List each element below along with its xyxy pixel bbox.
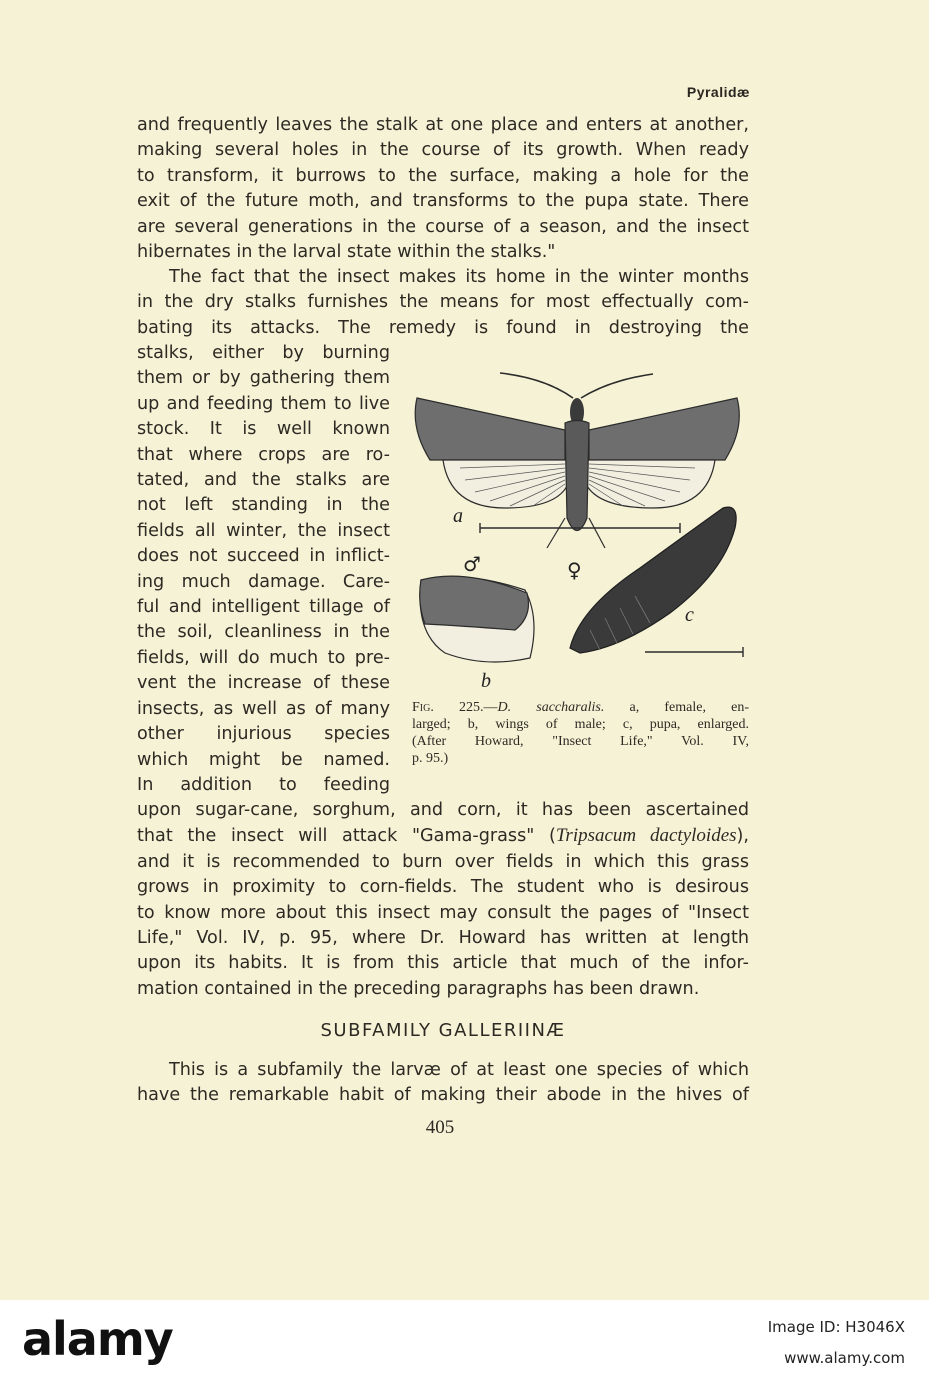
caption-line: (After Howard, "Insect Life," Vol. IV, bbox=[412, 734, 749, 749]
figure-label-c: c bbox=[685, 604, 694, 626]
text-line: In addition to feeding bbox=[137, 774, 390, 795]
text-line: mation contained in the preceding paragraphs has been drawn. bbox=[137, 978, 700, 999]
text-line: stock. It is well known bbox=[137, 419, 390, 440]
text-line: not left standing in the bbox=[137, 495, 390, 516]
text-line: the soil, cleanliness in the bbox=[137, 622, 390, 643]
figure-caption bbox=[412, 699, 749, 767]
watermark-url: www.alamy.com bbox=[784, 1349, 905, 1367]
figure-label-b: b bbox=[481, 670, 491, 692]
paragraph-2 bbox=[137, 265, 749, 341]
antenna-right bbox=[581, 374, 653, 398]
text-line: that where crops are ro- bbox=[137, 444, 390, 465]
text-line: insects, as well as of many bbox=[137, 698, 390, 719]
text-line: are several generations in the course of a season, and the insect bbox=[137, 216, 749, 237]
text-line: hibernates in the larval state within the stalks." bbox=[137, 242, 556, 263]
paragraph-1 bbox=[137, 113, 749, 265]
text-line: stalks, either by burning bbox=[137, 343, 390, 363]
antenna-left bbox=[500, 373, 573, 398]
caption-line: larged; b, wings of male; c, pupa, enlarged. bbox=[412, 717, 749, 732]
paragraph-2-continued bbox=[137, 798, 749, 1002]
section-heading: SUBFAMILY GALLERIINÆ bbox=[320, 1020, 566, 1041]
text-line: exit of the future moth, and transforms to the pupa state. There bbox=[137, 191, 749, 212]
paragraph-2-narrow-column bbox=[137, 341, 390, 798]
paragraph-3 bbox=[137, 1058, 749, 1109]
caption-species: D. saccharalis. bbox=[497, 700, 605, 715]
text-line: Life," Vol. IV, p. 95, where Dr. Howard has written at length bbox=[137, 928, 749, 949]
running-head: Pyralidæ bbox=[686, 84, 750, 100]
hindwing-right bbox=[587, 460, 715, 508]
caption-line: p. 95.) bbox=[412, 751, 449, 766]
text-line: up and feeding them to live bbox=[137, 393, 390, 414]
text-line: them or by gathering them bbox=[137, 368, 390, 389]
text-line: upon its habits. It is from this article that much of the infor- bbox=[137, 953, 749, 974]
text-line: grows in proximity to corn-fields. The student who is desirous bbox=[137, 877, 749, 898]
text-line: does not succeed in inflict- bbox=[137, 546, 390, 567]
moth-illustration bbox=[405, 368, 750, 688]
text-line: tated, and the stalks are bbox=[137, 470, 390, 491]
text-line: This is a subfamily the larvæ of at least one species of which bbox=[169, 1060, 749, 1080]
watermark-image-id: Image ID: H3046X bbox=[767, 1318, 905, 1336]
text-line: ing much damage. Care- bbox=[137, 571, 390, 592]
text-line: other injurious species bbox=[137, 724, 390, 745]
text-line: and it is recommended to burn over fields in which this grass bbox=[137, 851, 749, 872]
text-line: and frequently leaves the stalk at one place and enters at another, bbox=[137, 115, 749, 135]
text-line: have the remarkable habit of making their abode in the hives of bbox=[137, 1085, 749, 1106]
text-line: fields all winter, the insect bbox=[137, 520, 390, 541]
text-fragment: ), bbox=[736, 826, 749, 847]
caption-fig-number: Fig. 225.— bbox=[412, 700, 498, 715]
text-fragment: that the insect will attack "Gama-grass" ( bbox=[137, 826, 556, 847]
text-line: in the dry stalks furnishes the means for most effectually com- bbox=[137, 292, 749, 313]
caption-text: a, female, en- bbox=[604, 700, 749, 715]
watermark-logo: alamy bbox=[22, 1312, 173, 1366]
species-name: Tripsacum dactyloides bbox=[555, 825, 737, 847]
caption-line bbox=[412, 699, 749, 716]
forewing-right bbox=[589, 398, 739, 460]
moth-body bbox=[565, 421, 589, 531]
text-line: vent the increase of these bbox=[137, 673, 390, 694]
text-line: to transform, it burrows to the surface, making a hole for the bbox=[137, 165, 749, 186]
text-line bbox=[137, 823, 749, 849]
text-line: fields, will do much to pre- bbox=[137, 647, 390, 668]
text-line: ful and intelligent tillage of bbox=[137, 597, 390, 618]
text-line: upon sugar-cane, sorghum, and corn, it has been ascertained bbox=[137, 800, 749, 820]
moth-figure bbox=[405, 368, 750, 692]
text-line: bating its attacks. The remedy is found in destroying the bbox=[137, 317, 749, 338]
text-line: to know more about this insect may consult the pages of "Insect bbox=[137, 902, 749, 923]
forewing-left bbox=[415, 398, 565, 460]
male-forewing bbox=[420, 576, 529, 630]
page-number: 405 bbox=[425, 1117, 455, 1138]
text-line: The fact that the insect makes its home in the winter months bbox=[169, 267, 749, 287]
hindwing-left bbox=[443, 460, 567, 508]
male-symbol: ♂ bbox=[463, 552, 481, 576]
text-line: making several holes in the course of its growth. When ready bbox=[137, 140, 749, 161]
text-line: which might be named. bbox=[137, 749, 390, 770]
figure-label-a: a bbox=[453, 505, 463, 527]
female-symbol: ♀ bbox=[567, 558, 582, 582]
